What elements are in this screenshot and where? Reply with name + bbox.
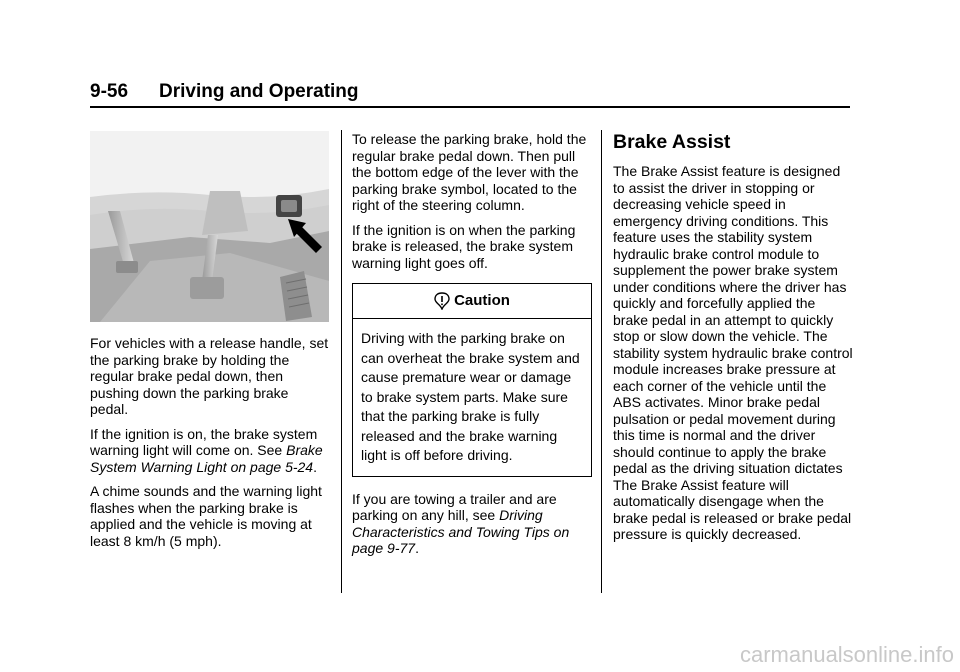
page-number: 9-56	[90, 81, 129, 102]
page-header	[90, 80, 850, 108]
paragraph	[90, 426, 330, 476]
paragraph: The Brake Assist feature is designed to assist the driver in stopping or decreasing vehicle speed in emergency driving conditions. This feature uses the stability system hydraulic brake control module to supplement the power brake system under conditions where the driver has quickly and forcefully applied the brake pedal in an attempt to quickly stop or slow down the vehicle. The stability system hydraulic brake control module increases brake pressure at each corner of the vehicle until the ABS activates. Minor brake pedal pulsation or pedal movement during this time is normal and the driver should continue to apply the brake pedal as the driving situation dictates The Brake Assist feature will automatically disengage when the brake pedal is released or brake pedal pressure is quickly decreased.	[613, 163, 853, 542]
cross-reference-link[interactable]: Driving Characteristics and Towing Tips on page 9-77	[352, 507, 570, 556]
caution-box	[352, 283, 592, 477]
paragraph-text: If the ignition is on, the brake system warning light will come on. See	[90, 425, 318, 458]
column-divider	[601, 130, 602, 593]
paragraph-text: .	[415, 540, 419, 556]
caution-title: Caution	[454, 291, 510, 309]
column-divider	[341, 130, 342, 593]
cross-reference-link[interactable]: Brake System Warning Light on page 5-24	[90, 442, 323, 475]
paragraph	[352, 491, 592, 557]
watermark: carmanualsonline.info	[739, 642, 954, 667]
paragraph: If the ignition is on when the parking brake is released, the brake system warning light goes off.	[352, 221, 576, 271]
paragraph-text: .	[313, 458, 317, 475]
section-heading: Brake Assist	[613, 131, 731, 153]
paragraph: To release the parking brake, hold the regular brake pedal down. Then pull the bottom edge of the lever with the parking brake symbol, located to the right of the steering column.	[352, 131, 587, 213]
caution-symbol-icon	[434, 292, 450, 310]
caution-header	[353, 284, 591, 319]
column-middle	[352, 131, 592, 565]
illustration-svg	[90, 131, 329, 322]
caution-text: Driving with the parking brake on can overheat the brake system and cause premature wear or damage to brake system parts. Make sure that the parking brake is fully released and the brake warning light is off before driving.	[361, 330, 580, 463]
parking-brake-illustration	[90, 131, 329, 322]
paragraph: For vehicles with a release handle, set the parking brake by holding the regular brake pedal down, then pushing down the parking brake pedal.	[90, 335, 329, 417]
paragraph: A chime sounds and the warning light flashes when the parking brake is applied and the vehicle is moving at least 8 km/h (5 mph).	[90, 483, 322, 549]
section-title: Driving and Operating	[159, 81, 359, 102]
paragraph-text: If you are towing a trailer and are parking on any hill, see	[352, 490, 557, 523]
column-left	[90, 335, 330, 557]
column-right	[613, 131, 853, 551]
